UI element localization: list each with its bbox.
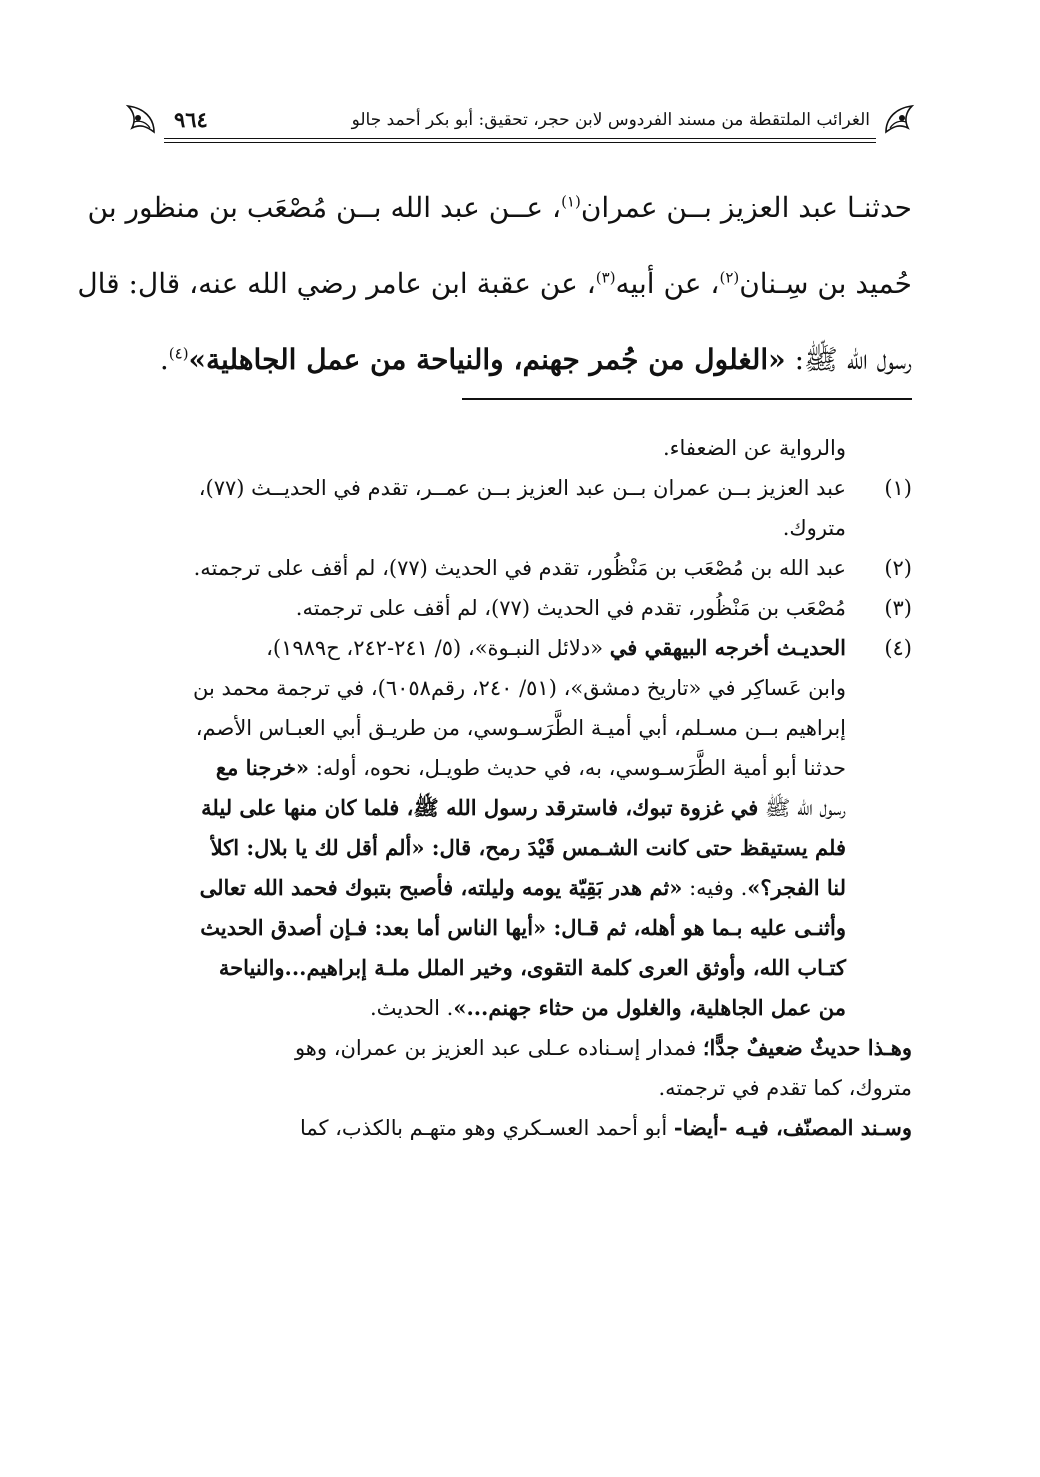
bold-text: من عمل الجاهلية، والغلول من حثاء جهنم...» <box>453 995 846 1020</box>
header-rule <box>164 138 876 139</box>
footnotes <box>132 428 912 1148</box>
footnote-number: (٤) <box>884 636 912 660</box>
footnote-line <box>132 748 846 788</box>
footnote-text: رسول الله ﷺ <box>758 796 846 820</box>
footnote-marker-1[interactable]: (١) <box>561 192 581 211</box>
footnote-1 <box>132 468 912 548</box>
bold-text: وهـذا حديثٌ ضعيفٌ جدًّا؛ <box>702 1035 912 1060</box>
footnote-text: «دلائل النبـوة»، (٥/ ٢٤١-٢٤٢، ح١٩٨٩)، <box>266 636 610 660</box>
footnote-3 <box>132 588 912 628</box>
main-text-segment: ، عــن عبد الله بــن مُصْعَب بن منظور بن <box>87 191 562 224</box>
main-text-segment: ، عن عقبة ابن عامر رضي الله عنه، قال: قال <box>77 267 596 300</box>
footnote-2 <box>132 548 912 588</box>
footnote-text: متروك. <box>782 516 846 540</box>
header-title: الغرائب الملتقطة من مسند الفردوس لابن حجر، تحقيق: أبو بكر أحمد جالو <box>351 110 870 130</box>
footnote-text: حدثنا أبو أمية الطَّرَسـوسي، به، في حديث طويـل، نحوه، أوله: <box>309 756 846 780</box>
footnote-text: أبو أحمد العسـكري وهو متهـم بالكذب، كما <box>299 1116 674 1140</box>
bold-text: في غزوة تبوك، فاسترقد رسول الله ﷺ، فلما كان منها على ليلة <box>201 795 759 820</box>
main-line-3 <box>132 322 912 398</box>
ornament-left-icon <box>124 102 158 136</box>
page-number: ٩٦٤ <box>174 107 208 132</box>
footnote-line <box>132 988 846 1028</box>
footnote-text: عبد الله بن مُصْعَب بن مَنْظُور، تقدم في الحديث (٧٧)، لم أقف على ترجمته. <box>193 556 846 580</box>
commentary-line: متروك، كما تقدم في ترجمته. <box>658 1076 912 1100</box>
footnote-line <box>132 628 846 668</box>
main-text-segment: . <box>159 343 169 376</box>
footnote-text: مُصْعَب بن مَنْظُور، تقدم في الحديث (٧٧)، لم أقف على ترجمته. <box>295 596 846 620</box>
bold-text: وسـند المصنّف، فيـه -أيضا- <box>673 1115 912 1140</box>
footnote-line: وأثنـى عليه بـما هو أهله، ثم قـال: «أيها الناس أما بعد: فـإن أصدق الحديث <box>200 915 846 940</box>
bold-text: «ثم هدر بَقِيّة يومه وليلته، فأصبح بتبوك فحمد الله تعالى <box>199 875 683 900</box>
footnote-marker-2[interactable]: (٢) <box>719 268 740 287</box>
main-text-segment: حُميد بن سِـنان <box>739 267 912 300</box>
footnote-text: . وفيه: <box>682 876 748 900</box>
footnote-line <box>132 868 846 908</box>
main-text-segment: حدثنـا عبد العزيز بــن عمران <box>580 191 912 224</box>
ornament-right-icon <box>882 102 916 136</box>
bold-text: «خرجنا مع <box>215 755 310 780</box>
footnote-line: فلم يستيقظ حتى كانت الشـمس قَيْدَ رمح، قال: «ألم أقل لك يا بلال: اكلأ <box>210 835 846 860</box>
footnote-marker-3[interactable]: (٣) <box>595 268 616 287</box>
footnote-marker-4[interactable]: (٤) <box>168 344 189 363</box>
footnote-text: . الحديث. <box>370 996 454 1020</box>
footnote-line: إبراهيم بــن مسـلم، أبي أميـة الطَّرَسـوسي، من طريـق أبي العبـاس الأصم، <box>195 716 846 740</box>
main-text <box>77 170 912 398</box>
footnote-line: وابن عَساكِر في «تاريخ دمشق»، (٥١/ ٢٤٠، رقم٦٠٥٨)، في ترجمة محمد بن <box>192 676 846 700</box>
footnote-divider <box>462 398 912 400</box>
bold-text: الحديـث أخرجه البيهقي في <box>609 635 846 660</box>
footnote-number: (١) <box>884 476 912 500</box>
bold-text: لنا الفجر؟» <box>747 875 846 900</box>
footnote-number: (٢) <box>884 556 912 580</box>
footnote-text: فمدار إسـناده عـلى عبد العزيز بن عمران، وهو <box>294 1036 703 1060</box>
main-line-1 <box>87 170 912 246</box>
footnote-4 <box>132 628 912 1028</box>
running-header <box>128 100 912 144</box>
commentary-line <box>132 1028 912 1068</box>
header-rule-thin <box>164 142 876 143</box>
footnote-continuation: والرواية عن الضعفاء. <box>662 436 846 460</box>
commentary-line <box>132 1108 912 1148</box>
main-line-2 <box>77 246 912 322</box>
hadith-quote: «الغلول من جُمر جهنم، والنياحة من عمل الجاهلية» <box>188 343 786 376</box>
footnote-line <box>132 788 846 828</box>
footnote-number: (٣) <box>884 596 912 620</box>
main-text-segment: رسول الله ﷺ: <box>785 343 912 376</box>
main-text-segment: ، عن أبيه <box>615 267 720 300</box>
footnote-text: عبد العزيز بــن عمران بــن عبد العزيز بــن عمــر، تقدم في الحديــث (٧٧)، <box>198 476 846 500</box>
footnote-line: كتـاب الله، وأوثق العرى كلمة التقوى، وخير الملل ملـة إبراهيم...والنياحة <box>218 955 846 980</box>
